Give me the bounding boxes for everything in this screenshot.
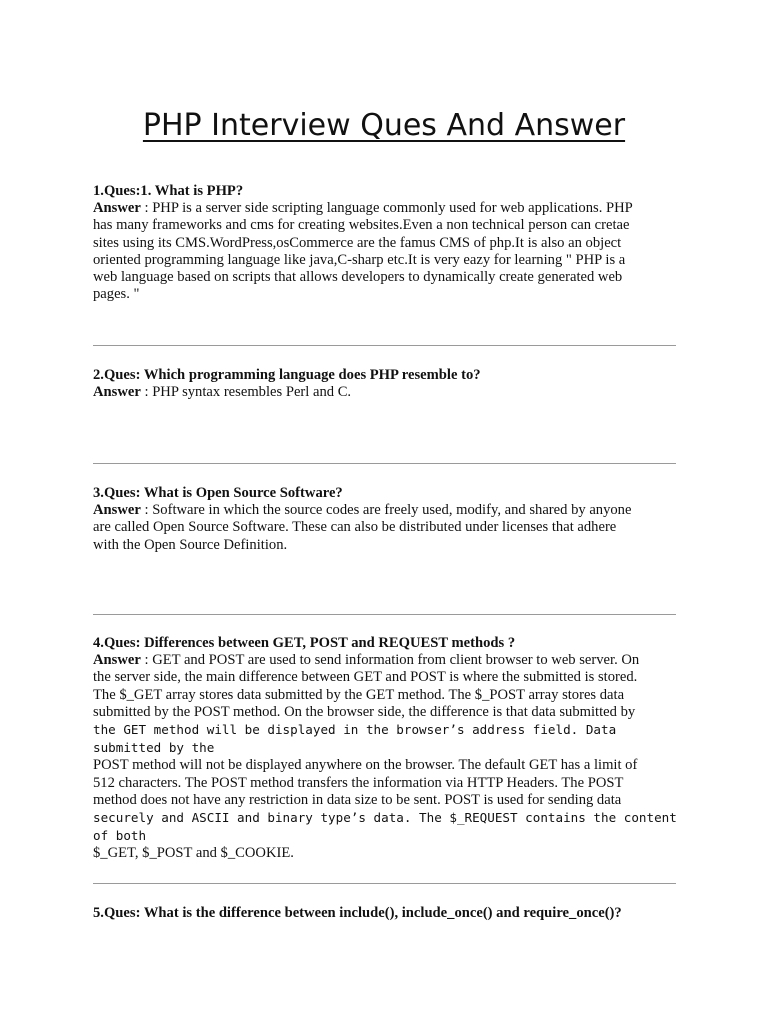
answer-label: Answer [93, 652, 141, 669]
answer-line: POST method will not be displayed anywhere on the browser. The default GET has a limit of [93, 757, 638, 774]
page-title [0, 103, 768, 149]
answer-line: : Software in which the source codes are freely used, modify, and shared by anyone [140, 502, 632, 519]
answer-3 [93, 502, 683, 554]
question-2: 2.Ques: Which programming language does PHP resemble to? [93, 367, 481, 383]
answer-line: are called Open Source Software. These can also be distributed under licenses that adhere [93, 519, 617, 536]
answer-line: method does not have any restriction in data size to be sent. POST is used for sending data [93, 791, 622, 808]
section-divider [93, 883, 676, 884]
section-divider [93, 614, 676, 615]
qa-item-5 [93, 905, 683, 922]
answer-label: Answer [93, 502, 141, 519]
answer-line: with the Open Source Definition. [93, 536, 288, 553]
qa-item-3 [93, 485, 683, 554]
answer-line: sites using its CMS.WordPress,osCommerce are the famus CMS of php.It is also an object [93, 234, 622, 251]
answer-line: pages. " [93, 286, 140, 303]
qa-item-4 [93, 635, 683, 863]
answer-4 [93, 652, 683, 862]
answer-line: The $_GET array stores data submitted by the GET method. The $_POST array stores data [93, 686, 625, 703]
section-divider [93, 463, 676, 464]
qa-item-1 [93, 183, 683, 303]
answer-1 [93, 200, 683, 303]
page-title-text: PHP Interview Ques And Answer [142, 108, 626, 143]
question-3: 3.Ques: What is Open Source Software? [93, 485, 343, 501]
answer-2 [93, 384, 683, 401]
answer-line: the GET method will be displayed in the browser’s address field. Data submitted by the [93, 722, 617, 756]
answer-line: the server side, the main difference between GET and POST is where the submitted is stored. [93, 669, 638, 686]
answer-line: has many frameworks and cms for creating websites.Even a non technical person can cretae [93, 217, 630, 234]
answer-line: 512 characters. The POST method transfers the information via HTTP Headers. The POST [93, 774, 624, 791]
question-5: 5.Ques: What is the difference between include(), include_once() and require_once()? [93, 905, 622, 921]
answer-line: $_GET, $_POST and $_COOKIE. [93, 845, 294, 862]
answer-line: oriented programming language like java,C-sharp etc.It is very eazy for learning " PHP is a [93, 251, 626, 268]
question-4: 4.Ques: Differences between GET, POST and REQUEST methods ? [93, 635, 516, 651]
answer-line: securely and ASCII and binary type’s data. The $_REQUEST contains the content of both [93, 810, 677, 844]
answer-label: Answer [93, 384, 141, 401]
answer-line: web language based on scripts that allows developers to dynamically create generated web [93, 269, 623, 286]
question-1: 1.Ques:1. What is PHP? [93, 183, 244, 199]
section-divider [93, 345, 676, 346]
answer-line: submitted by the POST method. On the browser side, the difference is that data submitted by [93, 703, 636, 720]
qa-item-2 [93, 367, 683, 401]
answer-line: : PHP is a server side scripting language commonly used for web applications. PHP [140, 200, 633, 217]
answer-line: : GET and POST are used to send information from client browser to web server. On [140, 652, 640, 669]
answer-label: Answer [93, 200, 141, 217]
answer-line: : PHP syntax resembles Perl and C. [140, 384, 352, 401]
